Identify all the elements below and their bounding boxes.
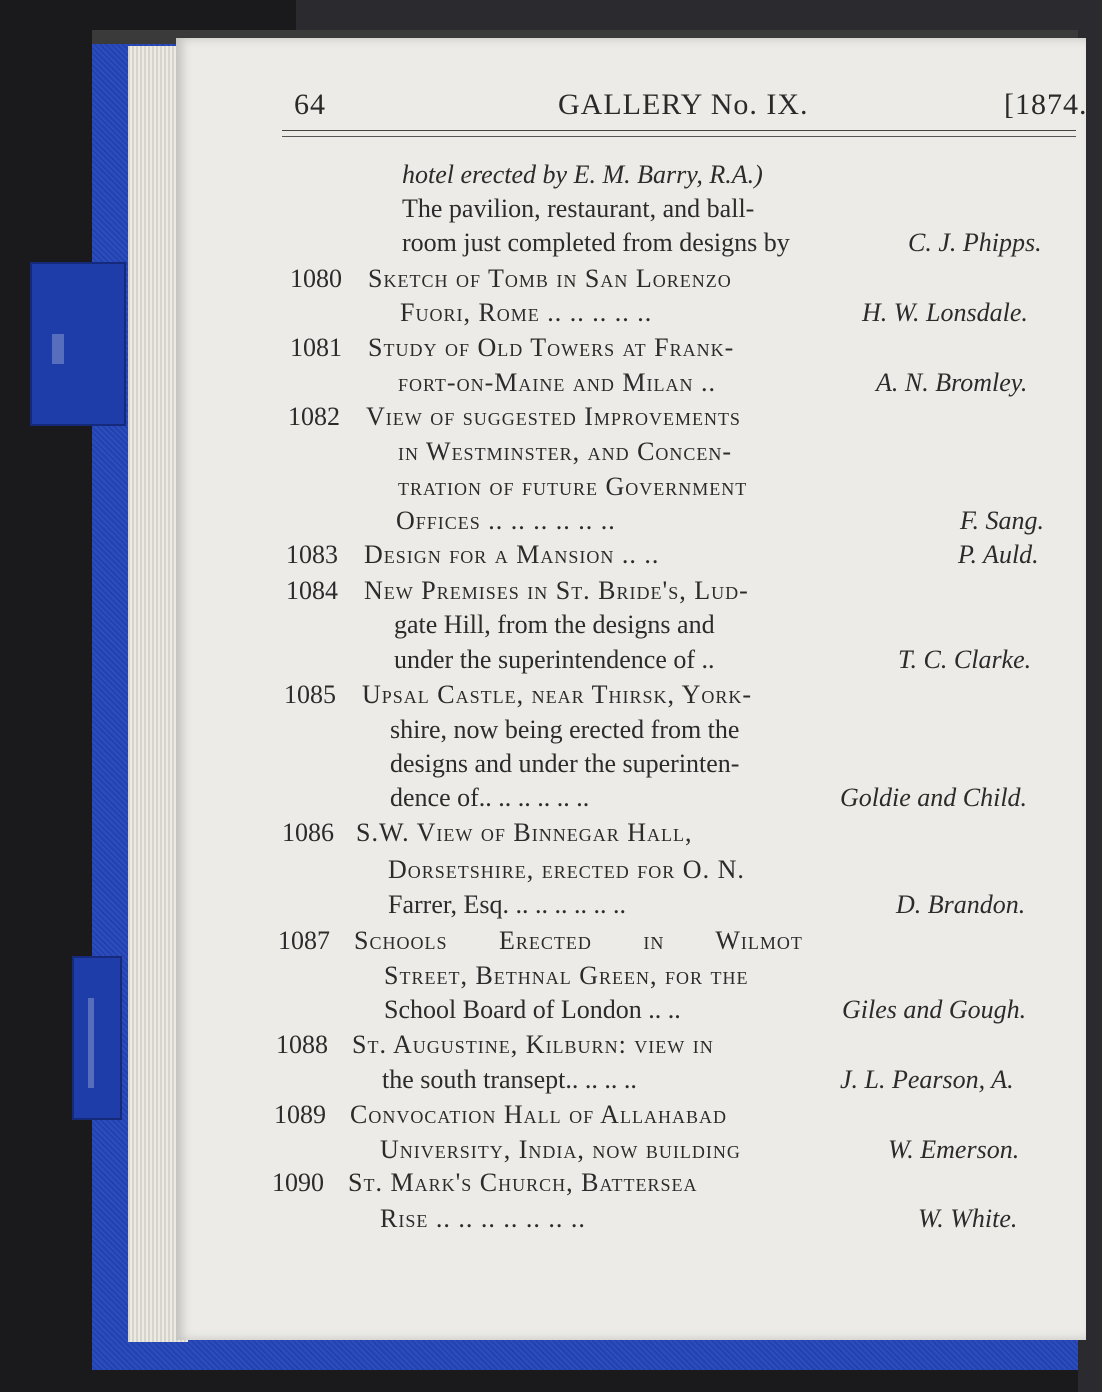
entry-text: designs and under the superinten-	[390, 749, 740, 778]
entry-text: gate Hill, from the designs and	[394, 610, 715, 639]
bookmark-tab-lower	[72, 956, 122, 1120]
entry-artist: A. N. Bromley.	[876, 368, 1028, 397]
entry-text: School Board of London .. ..	[384, 995, 681, 1024]
entry-number: 1085	[284, 680, 336, 709]
entry-number: 1082	[288, 402, 340, 431]
entry-text: Fuori, Rome .. .. .. .. ..	[400, 298, 653, 327]
entry-artist: T. C. Clarke.	[898, 645, 1032, 674]
entry-text: Dorsetshire, erected for O. N.	[388, 855, 745, 884]
entry-number: 1087	[278, 926, 330, 955]
entry-artist: J. L. Pearson, A.	[840, 1065, 1014, 1094]
entry-text: hotel erected by E. M. Barry, R.A.)	[402, 160, 763, 189]
entry-text: New Premises in St. Bride's, Lud-	[364, 576, 749, 605]
entry-text: tration of future Government	[398, 472, 748, 501]
entry-number: 1089	[274, 1100, 326, 1129]
running-title: GALLERY No. IX.	[558, 88, 809, 121]
entry-artist: D. Brandon.	[896, 890, 1026, 919]
running-year: [1874.	[1004, 88, 1088, 121]
entry-text: Upsal Castle, near Thirsk, York-	[362, 680, 753, 709]
entry-number: 1090	[272, 1168, 324, 1197]
entry-text: Street, Bethnal Green, for the	[384, 961, 749, 990]
entry-artist: F. Sang.	[960, 506, 1045, 535]
entry-text: The pavilion, restaurant, and ball-	[402, 194, 755, 223]
entry-text: St. Augustine, Kilburn: view in	[352, 1030, 714, 1059]
entry-artist: W. Emerson.	[888, 1135, 1020, 1164]
entry-text: University, India, now building	[380, 1135, 741, 1164]
header-rule-second	[282, 136, 1076, 137]
entry-text: S.W. View of Binnegar Hall,	[356, 818, 693, 847]
entry-number: 1083	[286, 540, 338, 569]
entry-text: dence of.. .. .. .. .. ..	[390, 783, 590, 812]
entry-number: 1080	[290, 264, 342, 293]
entry-artist: Giles and Gough.	[842, 995, 1027, 1024]
entry-text: shire, now being erected from the	[390, 715, 740, 744]
entry-text: View of suggested Improvements	[366, 402, 741, 431]
entry-artist: H. W. Lonsdale.	[862, 298, 1028, 327]
entry-text: Schools Erected in Wilmot	[354, 926, 803, 955]
entry-number: 1088	[276, 1030, 328, 1059]
entry-number: 1086	[282, 818, 334, 847]
entry-text: fort-on-Maine and Milan ..	[398, 368, 716, 397]
entry-text: Offices .. .. .. .. .. ..	[396, 506, 616, 535]
entry-artist: W. White.	[918, 1204, 1018, 1233]
entry-text: Design for a Mansion .. ..	[364, 540, 660, 569]
entry-text: the south transept.. .. .. ..	[382, 1065, 637, 1094]
page-number: 64	[294, 88, 326, 121]
entry-number: 1081	[290, 333, 342, 362]
entry-text: under the superintendence of ..	[394, 645, 715, 674]
entry-text: Rise .. .. .. .. .. .. ..	[380, 1204, 586, 1233]
header-rule	[282, 130, 1076, 131]
background-strip-top	[296, 0, 1102, 30]
entry-number: 1084	[286, 576, 338, 605]
entry-text: Sketch of Tomb in San Lorenzo	[368, 264, 732, 293]
bookmark-tab-upper	[30, 262, 126, 426]
entry-text: Study of Old Towers at Frank-	[368, 333, 735, 362]
entry-text: Farrer, Esq. .. .. .. .. .. ..	[388, 890, 626, 919]
entry-text: in Westminster, and Concen-	[398, 437, 733, 466]
entry-text: room just completed from designs by	[402, 228, 790, 257]
entry-artist: Goldie and Child.	[840, 783, 1028, 812]
entry-artist: C. J. Phipps.	[908, 228, 1042, 257]
entry-text: Convocation Hall of Allahabad	[350, 1100, 727, 1129]
entry-artist: P. Auld.	[958, 540, 1039, 569]
entry-text: St. Mark's Church, Battersea	[348, 1168, 698, 1197]
